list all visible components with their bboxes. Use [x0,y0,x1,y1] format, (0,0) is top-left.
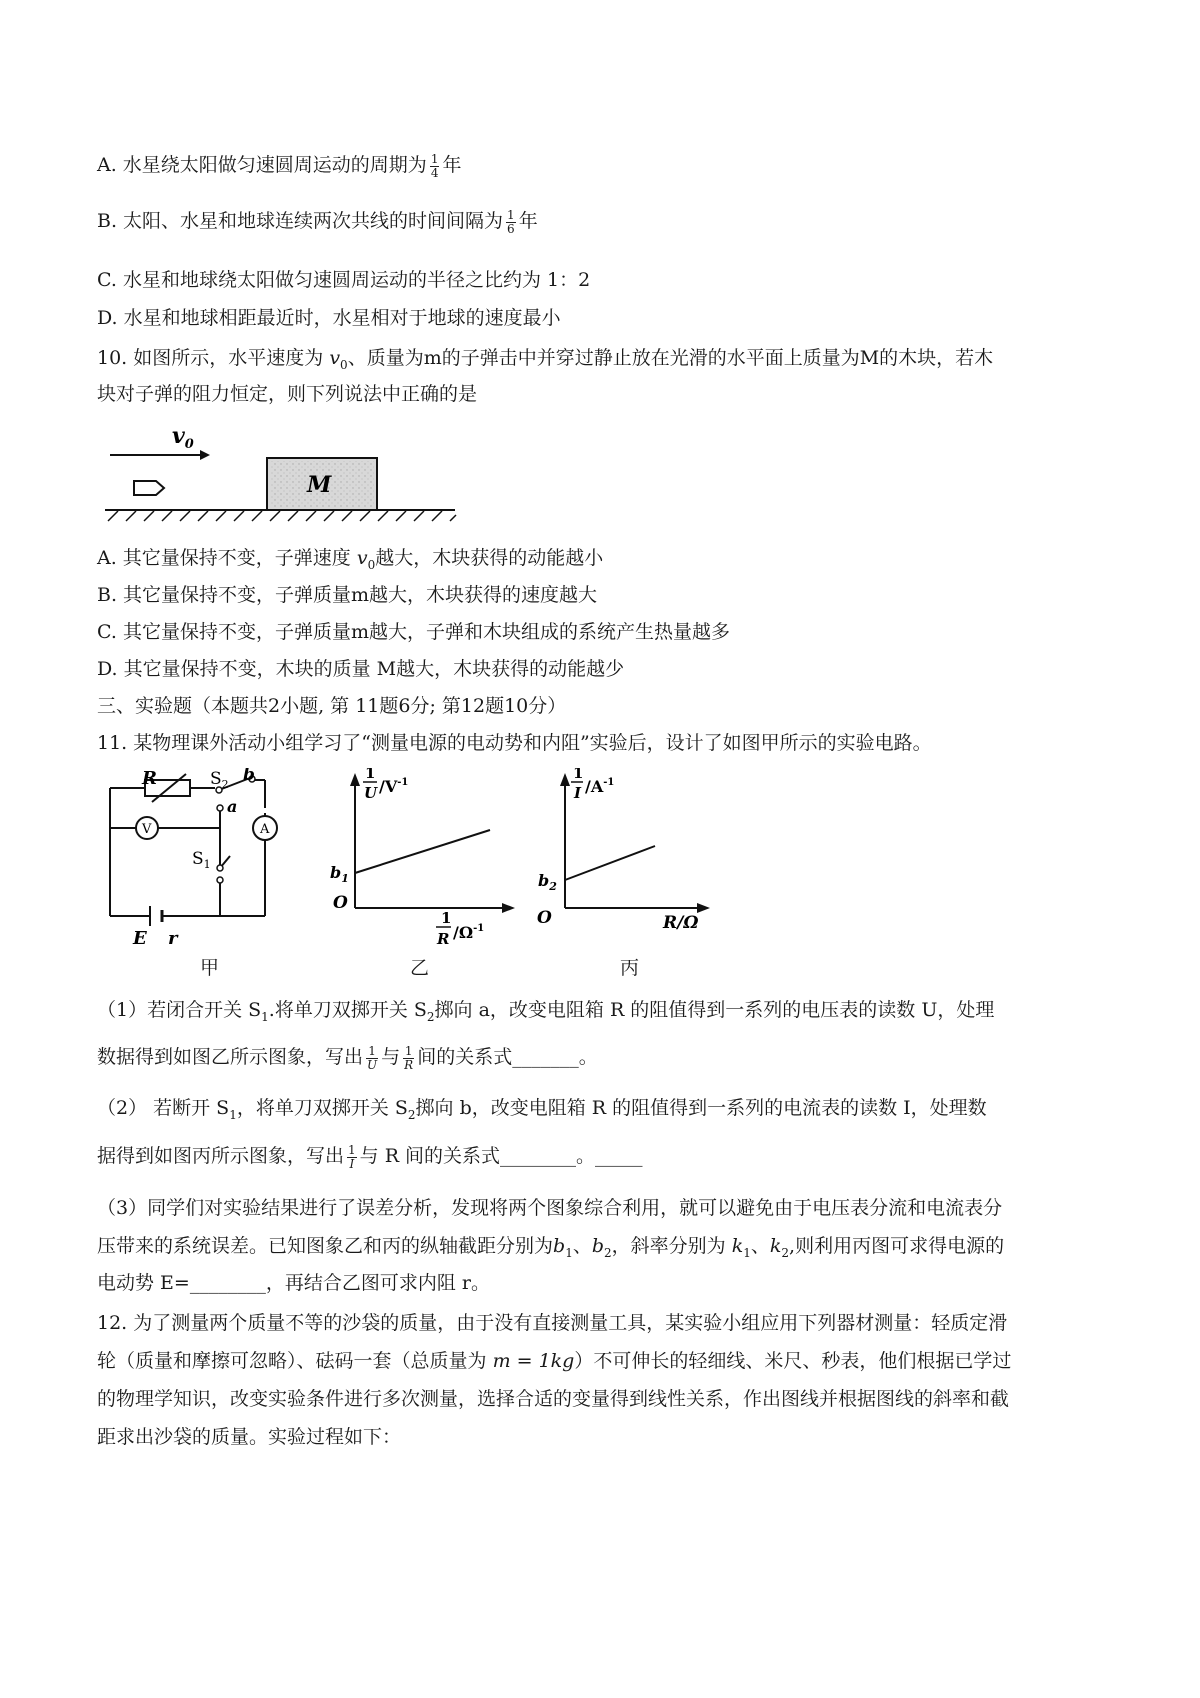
svg-text:O: O [333,893,348,913]
ground-hatching [108,511,456,521]
svg-text:R/Ω: R/Ω [663,913,699,933]
svg-text:b2: $b_2$ [538,871,557,893]
bullet-block-figure [100,415,460,530]
q10-option-a: A. 其它量保持不变，子弹速度 $v_0$越大，木块获得的动能越小 [97,547,604,572]
q11-part2-line2: 据得到如图丙所示图象，写出 $\frac{1}{I}$ 与 R 间的关系式________。_____ [97,1142,643,1171]
svg-text:S1: $S_1$ [192,849,211,871]
q11-part1-line2: 数据得到如图乙所示图象，写出 $\frac{1}{U}$ 与 $\frac{1}{R}$ 间的关系式_______。 [97,1043,598,1072]
block-label: M [307,472,332,498]
q12-line1: 12. 为了测量两个质量不等的沙袋的质量，由于没有直接测量工具，某实验小组应用下列器材测量：轻质定滑 [97,1312,1008,1334]
circuit-diagram [100,768,300,958]
svg-text:/Ω-1: $/\Omega^{-1}$ [453,923,485,942]
q9-option-d: D. 水星和地球相距最近时，水星相对于地球的速度最小 [97,307,561,329]
svg-text:E: E [133,928,147,949]
q12-line3: 的物理学知识，改变实验条件进行多次测量，选择合适的变量得到线性关系，作出图线并根据图线的斜率和截 [97,1388,1010,1410]
svg-text:V: V [142,822,152,837]
q9-option-c: C. 水星和地球绕太阳做匀速圆周运动的半径之比约为 1：2 [97,269,591,291]
caption-yi: 乙 [410,957,430,979]
q10-stem-line1: 10. 如图所示，水平速度为 $v_0$、质量为m的子弹击中并穿过静止放在光滑的水平面上质量为M的木块，若木 [97,347,994,372]
graph-yi-line [355,830,490,873]
svg-text:R: R [437,930,450,948]
q12-line2: 轮（质量和摩擦可忽略）、砝码一套（总质量为 m = 1kg）不可伸长的轻细线、米尺、秒表，他们根据已学过 [97,1350,1012,1372]
q9-option-b: B. 太阳、水星和地球连续两次共线的时间间隔为 $\frac{1}{6}$ 年 [97,207,538,236]
q12-line4: 距求出沙袋的质量。实验过程如下： [97,1426,402,1448]
bullet-icon [134,481,164,495]
caption-bing: 丙 [620,957,640,979]
q9-option-a: A. 水星绕太阳做匀速圆周运动的周期为 $\frac{1}{4}$ 年 [97,151,462,180]
caption-jia: 甲 [200,957,220,979]
svg-text:S2: $S_2$ [210,769,229,791]
svg-text:a: a [227,797,238,816]
svg-text:r: r [168,928,178,949]
svg-text:/A-1: $/A^{-1}$ [585,777,615,796]
svg-text:1: 1 [365,768,376,782]
svg-text:O: O [537,908,552,928]
svg-text:b1: $b_1$ [330,863,349,885]
q10-option-d: D. 其它量保持不变，木块的质量 M越大，木块获得的动能越少 [97,658,625,680]
q10-option-c: C. 其它量保持不变，子弹质量m越大，子弹和木块组成的系统产生热量越多 [97,621,730,643]
q11-part2-line1: （2） 若断开 $S_1$，将单刀双掷开关 $S_2$掷向 b，改变电阻箱 R 的阻值得到一系列的电流表的读数 I，处理数 [97,1097,987,1122]
fraction-one-quarter: $\frac{1}{4}$ [430,151,439,180]
graph-bing [535,768,710,948]
svg-text:1: 1 [573,768,584,782]
svg-text:/V-1: $/V^{-1}$ [379,777,409,796]
graph-bing-line [565,846,655,880]
q10-stem-line2: 块对子弹的阻力恒定，则下列说法中正确的是 [97,383,478,405]
svg-text:1: 1 [441,909,452,927]
graph-yi [325,768,515,948]
svg-text:A: A [260,822,270,837]
q11-part3-line3: 电动势 E=________，再结合乙图可求内阻 r。 [97,1272,490,1294]
section-3-heading: 三、实验题（本题共2小题, 第 11题6分; 第12题10分） [97,695,567,717]
q11-part1-line1: （1）若闭合开关 $S_1$.将单刀双掷开关 $S_2$掷向 a，改变电阻箱 R 的阻值得到一系列的电压表的读数 U，处理 [97,999,995,1024]
svg-text:b: b [243,768,255,785]
fraction-one-sixth: $\frac{1}{6}$ [507,207,515,236]
svg-text:R: R [142,768,157,789]
q11-part3-line2: 压带来的系统误差。已知图象乙和丙的纵轴截距分别为$b_1$、$b_2$，斜率分别为 $k_1$、$k_2$,则利用丙图可求得电源的 [97,1235,1005,1260]
q11-part3-line1: （3）同学们对实验结果进行了误差分析，发现将两个图象综合利用，就可以避免由于电压表分流和电流表分 [97,1197,1003,1219]
svg-text:U: U [364,784,378,802]
q11-stem: 11. 某物理课外活动小组学习了“测量电源的电动势和内阻”实验后，设计了如图甲所示的实验电路。 [97,732,932,754]
velocity-label: $v_0$ [172,423,194,452]
arrow-head-icon [200,450,210,460]
q10-option-b: B. 其它量保持不变，子弹质量m越大，木块获得的速度越大 [97,584,598,606]
svg-text:I: I [574,784,582,802]
